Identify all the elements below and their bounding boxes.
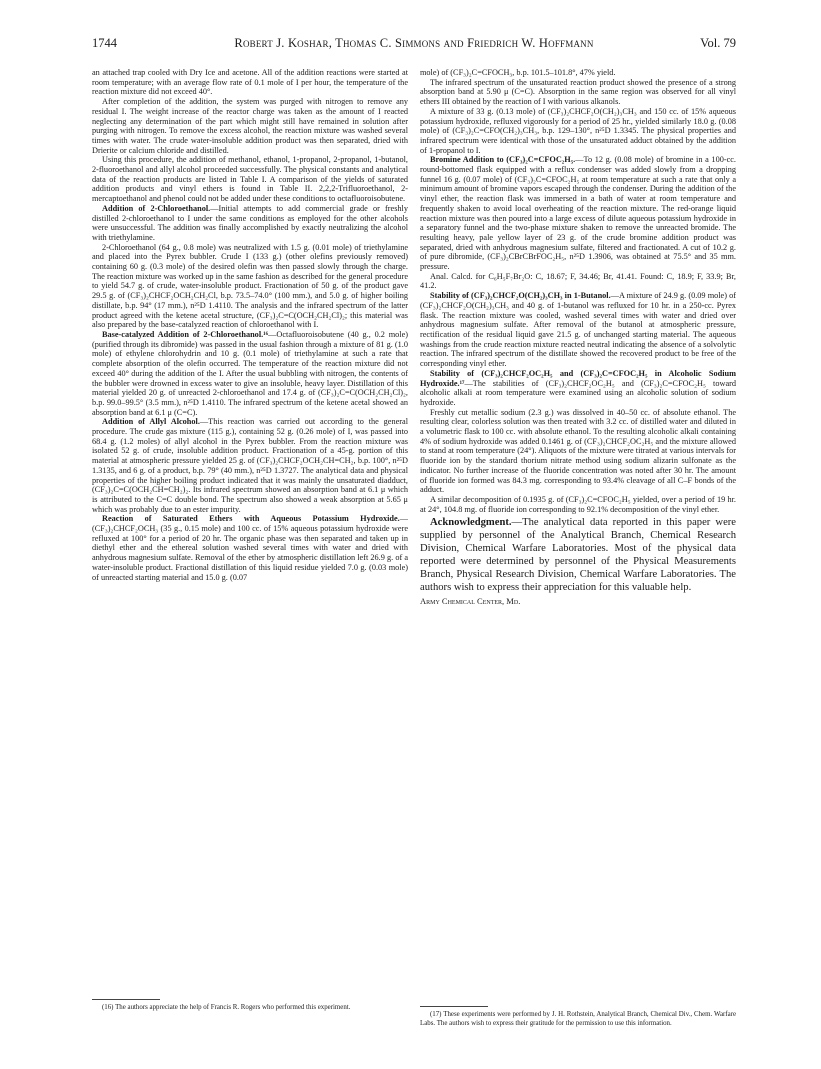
paragraph-text: After completion of the addition, the system was purged with nitrogen to remove any residual I. The weight increase of the reactor charge was taken as the amount of I reacted neglecting any determination of the part which might still have remained in solution after purging with nitrogen. To remove the excess alcohol, the reaction mixture was washed several times with water. The crude water-insoluble addition product was then separated, dried with Drierite or calcium chloride and distilled. (92, 97, 408, 155)
paragraph-text: Using this procedure, the addition of methanol, ethanol, 1-propanol, 2-propanol, 1-butanol, 2-fluoroethanol and allyl alcohol proceeded successfully. The physical constants and analytical data of the reaction products are listed in Table I. A comparison of the yields of saturated addition products and vinyl ethers is found in Table II. 2,2,2-Trifluoroethanol, 2-mercaptoethanol and phenol could not be added under these conditions to octafluoroisobutene. (92, 155, 408, 204)
footnote-rule-left (92, 999, 160, 1000)
footnote-left (92, 1004, 408, 1013)
volume-label: Vol. 79 (700, 36, 736, 50)
run-in-heading: Stability of (CF₃)₂CHCF₂O(CH₂)₃CH₃ in 1-Butanol. (430, 291, 611, 301)
paragraph-text: —To 12 g. (0.08 mole) of bromine in a 100-cc. round-bottomed flask equipped with a reflux condenser was added slowly from a dropping funnel 16 g. (0.07 mole) of (CF₃)₂C=CFOC₂H₅ at room temperature at such a rate that only a minimum amount of bromine vapors escaped through the condenser. During the addition of the vinyl ether, the reaction flask was immersed in a bath of water at room temperature and frequently shaken to avoid local overheating of the reaction mixture. The red-orange liquid reaction mixture was then poured into a large excess of dilute aqueous potassium hydroxide in a separatory funnel and the two-phase mixture shaken to remove the unreacted bromide. The resulting heavy, pale yellow layer of 23 g. of the crude bromine addition product was separated, dried with anhydrous magnesium sulfate, filtered and fractionated. A cut of 10.2 g. of pure dibromide, (CF₃)₂CBrCBrFOC₂H₅, n²⁵D 1.3906, was obtained at 75.5° and 35 mm. pressure. (420, 155, 736, 272)
paragraph-text: —Initial attempts to add commercial grade or freshly distilled 2-chloroethanol to I under the same conditions as employed for the other alcohols were unsuccessful. The addition was finally accomplished by exactly neutralizing the alcohol with triethylamine. (92, 203, 408, 242)
paragraph (92, 330, 408, 417)
paragraph (92, 97, 408, 155)
run-in-heading: Stability of (CF₃)₂CHCF₂OC₂H₅ and (CF₃)₂C=CFOC₂H₅ in Alcoholic Sodium Hydroxide.¹⁷ (420, 368, 736, 388)
footnote-rule-right (420, 1006, 488, 1007)
paragraph-text: —This reaction was carried out according to the general procedure. The crude gas mixture (115 g.), containing 52 g. (0.26 mole) of I, was passed into 68.4 g. (1.2 moles) of allyl alcohol in the Pyrex bubbler. From the reaction mixture was isolated 52 g. of crude, insoluble addition product. Fractionation of a 45-g. portion of this material at atmospheric pressure yielded 25 g. of (CF₃)₂CHCF₂OCH₂CH=CH₂, b.p. 100°, n²⁵D 1.3135, and 6 g. of a product, b.p. 79° (40 mm.), n²⁵D 1.3727. The analytical data and physical properties of the higher boiling product indicated that it was mainly the unsaturated diadduct, (CF₃)₂C=C(OCH₂CH=CH₂)₂. Its infrared spectrum showed an absorption band at 6.1 μ which is attributed to the C=C double bond. The spectrum also showed a weak absorption at 5.65 μ which was probably due to an ester impurity. (92, 417, 408, 514)
page-number: 1744 (92, 36, 117, 50)
paragraph (420, 78, 736, 107)
paragraph (420, 272, 736, 291)
run-in-heading: Base-catalyzed Addition of 2-Chloroethanol.¹⁶ (102, 329, 269, 339)
paragraph (92, 243, 408, 330)
paragraph (92, 155, 408, 204)
running-header (92, 36, 736, 52)
paragraph (420, 495, 736, 514)
footnote-right (420, 1011, 736, 1029)
paragraph-text: —(CF₃)₂CHCF₂OCH₃ (35 g., 0.15 mole) and 100 cc. of 15% aqueous potassium hydroxide were refluxed at 100° for a period of 20 hr. The organic phase was then separated and taken up in diethyl ether and the ethereal solution washed several times with water and dried with anhydrous magnesium sulfate. Removal of the ether by atmospheric distillation left 26.9 g. of a water-insoluble product. Fractional distillation of this liquid residue yielded 7.0 g. (0.03 mole) of unreacted starting material and 15.0 g. (0.07 (92, 514, 408, 582)
run-in-heading: Bromine Addition to (CF₃)₂C=CFOC₂H₅. (430, 155, 576, 165)
run-in-heading: Addition of Allyl Alcohol. (102, 417, 200, 427)
right-column (420, 68, 736, 930)
footnote-17: (17) These experiments were performed by J. H. Rothstein, Analytical Branch, Chemical Div., Chem. Warfare Labs. The authors wish to express their gratitude for the permission to use this information. (420, 1011, 736, 1027)
paragraph (92, 514, 408, 582)
paragraph-text: —Octafluoroisobutene (40 g., 0.2 mole) (purified through its dibromide) was passed in the usual fashion through a mixture of 81 g. (1.0 mole) of ethylene chlorohydrin and 10 g. (0.1 mole) of triethylamine at such a rate that complete absorption of the olefin occurred. The temperature of the reaction mixture did not exceed 40° during the addition of the I. After the usual bubbling with nitrogen, the contents of the bubbler were drowned in excess water to give an insoluble, heavy layer. Distillation of this material yielded 20 g. of unreacted 2-chloroethanol and 17.4 g. of (CF₃)₂C=C(OCH₂CH₂Cl)₂, b.p. 99.0–99.5° (3.5 mm.), n²⁵D 1.4110. The infrared spectrum of the ketene acetal showed an absorption band at 6.1 μ (C=C). (92, 329, 408, 417)
paragraph-text: Anal. Calcd. for C₆H₅F₇Br₂O: C, 18.67; F, 34.46; Br, 41.41. Found: C, 18.9; F, 33.9; Br, 41.2. (420, 271, 736, 291)
paragraph-text: A similar decomposition of 0.1935 g. of (CF₃)₂C=CFOC₂H₅ yielded, over a period of 19 hr. at 24°, 104.8 mg. of fluoride ion corresponding to 92.1% decomposition of the vinyl ether. (420, 494, 736, 514)
paragraph (92, 68, 408, 97)
run-in-heading: Addition of 2-Chloroethanol. (102, 203, 211, 213)
paragraph (92, 417, 408, 514)
paragraph (420, 107, 736, 156)
left-column (92, 68, 408, 930)
acknowledgment (420, 517, 736, 594)
paragraph-text: 2-Chloroethanol (64 g., 0.8 mole) was neutralized with 1.5 g. (0.01 mole) of triethylamine and placed into the Pyrex bubbler. Crude I (133 g.) (other olefins previously removed) containing 60 g. (0.3 mole) of the desired olefin was then passed slowly through the charge. The reaction mixture was worked up in the same fashion as described for the general procedure to yield 54.7 g. of crude, water-insoluble product. Fractionation of 50 g. of the product gave 29.5 g. of (CF₃)₂CHCF₂OCH₂CH₂Cl, b.p. 73.5–74.0° (100 mm.), and 5.0 g. of higher boiling distillate, b.p. 94° (17 mm.), n²⁵D 1.4110. The analysis and the infrared spectrum of the latter product agreed with the ketene acetal structure, (CF₃)₂C=C(OCH₂CH₂Cl)₂; this material was also prepared by the base-catalyzed reaction of chloroethanol with I. (92, 242, 408, 330)
affiliation: Army Chemical Center, Md. (420, 595, 521, 606)
footnote-16: (16) The authors appreciate the help of Francis R. Rogers who performed this experiment. (102, 1004, 351, 1011)
acknowledgment-text: —The analytical data reported in this paper were supplied by personnel of the Analytical Branch, Chemical Research Division, Chemical Warfare Laboratories. Most of the physical data reported were determined by personnel of the Physical Measurements Branch, Physical Research Division, Chemical Warfare Laboratories. The authors wish to express their appreciation for this valuable help. (420, 517, 736, 593)
paragraph-text: —A mixture of 24.9 g. (0.09 mole) of (CF₃)₂CHCF₂O(CH₂)₃CH₃ and 40 g. of 1-butanol was refluxed for 10 hr. in a 250-cc. Pyrex flask. The reaction mixture was cooled, washed several times with water and dried over anhydrous magnesium sulfate. After removal of the butanol at atmospheric pressure, rectification of the residual liquid gave 21.5 g. of unchanged starting material. The aqueous washings from the crude reaction mixture reacted neutral indicating the absence of a solvolytic reaction. The infrared spectrum of the distillate showed the recovered product to be free of the corresponding vinyl ether. (420, 291, 736, 369)
paragraph-text: A mixture of 33 g. (0.13 mole) of (CF₃)₂CHCF₂O(CH₂)₃CH₃ and 150 cc. of 15% aqueous potassium hydroxide, refluxed vigorously for a period of 25 hr., yielded similarly 18.0 g. (0.08 mole) of (CF₃)₂C=CFO(CH₂)₃CH₃, b.p. 129–130°, n²⁵D 1.3345. The physical properties and infrared spectrum were identical with those of the unsaturated adduct obtained by the addition of 1-propanol to I. (420, 106, 736, 155)
paragraph (420, 408, 736, 495)
paragraph-text: The infrared spectrum of the unsaturated reaction product showed the presence of a strong absorption band at 5.90 μ (C=C). Absorption in the same region was observed for all vinyl ethers III obtained by the reaction of I with various alkanols. (420, 77, 736, 107)
paragraph-text: mole) of (CF₃)₂C=CFOCH₃, b.p. 101.5–101.8°, 47% yield. (420, 68, 616, 77)
paragraph (92, 204, 408, 243)
acknowledgment-heading: Acknowledgment. (430, 517, 512, 529)
paragraph-text: an attached trap cooled with Dry Ice and acetone. All of the addition reactions were started at room temperature; with an average flow rate of 0.1 mole of I per hour, the temperature of the reaction mixture did not exceed 40°. (92, 68, 408, 97)
paragraph (420, 155, 736, 271)
run-in-heading: Reaction of Saturated Ethers with Aqueous Potassium Hydroxide. (102, 514, 400, 524)
paragraph (420, 369, 736, 408)
paragraph (420, 291, 736, 369)
paragraph-text: —The stabilities of (CF₃)₂CHCF₂OC₂H₅ and (CF₃)₂C=CFOC₂H₅ toward alcoholic alkali at room temperature were examined using an alcoholic solution of sodium hydroxide. (420, 378, 736, 407)
paragraph (420, 68, 736, 78)
running-authors: Robert J. Koshar, Thomas C. Simmons and Friedrich W. Hoffmann (234, 36, 594, 50)
paragraph-text: Freshly cut metallic sodium (2.3 g.) was dissolved in 40–50 cc. of absolute ethanol. The resulting clear, colorless solution was then treated with 3.2 cc. of distilled water and diluted in a volumetric flask to 100 cc. with absolute ethanol. To the resulting alcoholic alkali containing 4% of sodium hydroxide was added 0.1461 g. of (CF₃)₂CHCF₂OC₂H₅ and the mixture allowed to stand at room temperature (24°). Aliquots of the mixture were titrated at various intervals for fluoride ion by the standard thorium nitrate method using sodium alizarin sulfonate as the indicator. No further increase of the fluoride concentration was noted after 30 hr. The amount of fluoride ion formed was 84.3 mg. corresponding to 93.4% cleavage of all C–F bonds of the adduct. (420, 407, 736, 495)
